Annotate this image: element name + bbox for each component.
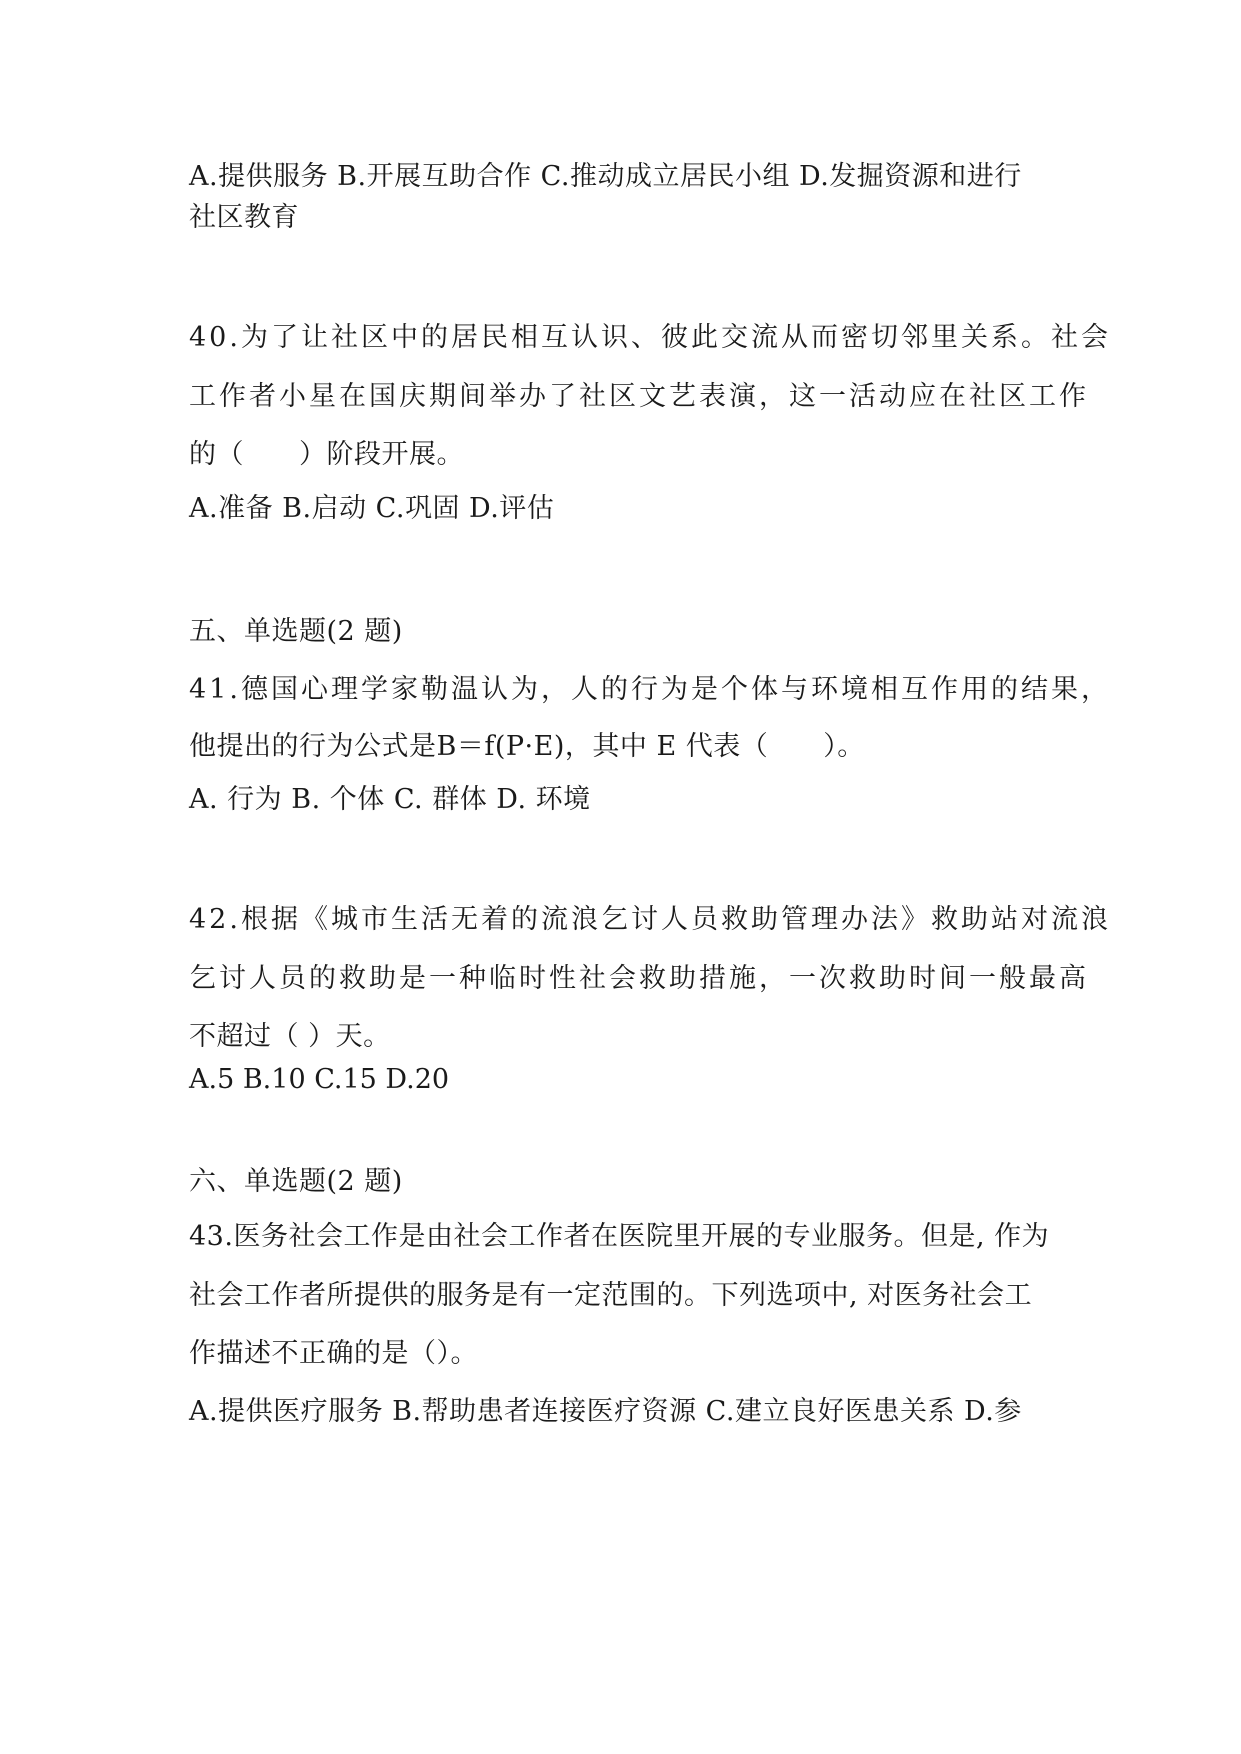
q42-options: A.5 B.10 C.15 D.20 (189, 1064, 450, 1095)
section-5-heading: 五、单选题(2 题) (189, 616, 403, 647)
q42-stem-line-2: 乞讨人员的救助是一种临时性社会救助措施，一次救助时间一般最高 (189, 963, 1089, 994)
q43-stem-line-2: 社会工作者所提供的服务是有一定范围的。下列选项中, 对医务社会工 (189, 1280, 1033, 1311)
section-6-heading: 六、单选题(2 题) (189, 1166, 403, 1197)
q39-options-line-1: A.提供服务 B.开展互助合作 C.推动成立居民小组 D.发掘资源和进行 (189, 161, 1022, 192)
q43-stem-line-1: 43.医务社会工作是由社会工作者在医院里开展的专业服务。但是, 作为 (189, 1221, 1050, 1252)
q42-stem-line-3: 不超过（ ）天。 (189, 1021, 391, 1052)
q43-stem-line-3: 作描述不正确的是（）。 (189, 1338, 478, 1369)
q41-stem-line-1: 41.德国心理学家勒温认为，人的行为是个体与环境相互作用的结果， (189, 674, 1111, 705)
q40-options: A.准备 B.启动 C.巩固 D.评估 (189, 493, 555, 524)
q43-options: A.提供医疗服务 B.帮助患者连接医疗资源 C.建立良好医患关系 D.参 (189, 1396, 1022, 1427)
q40-stem-line-1: 40.为了让社区中的居民相互认识、彼此交流从而密切邻里关系。社会 (189, 322, 1111, 353)
q40-stem-line-3: 的（ ）阶段开展。 (189, 439, 464, 470)
q41-options: A. 行为 B. 个体 C. 群体 D. 环境 (189, 784, 591, 815)
q40-stem-line-2: 工作者小星在国庆期间举办了社区文艺表演，这一活动应在社区工作 (189, 381, 1089, 412)
q41-stem-line-2: 他提出的行为公式是B＝f(P·E)，其中 E 代表（ ）。 (189, 731, 865, 762)
q42-stem-line-1: 42.根据《城市生活无着的流浪乞讨人员救助管理办法》救助站对流浪 (189, 904, 1111, 935)
q39-options-line-2: 社区教育 (189, 202, 299, 233)
